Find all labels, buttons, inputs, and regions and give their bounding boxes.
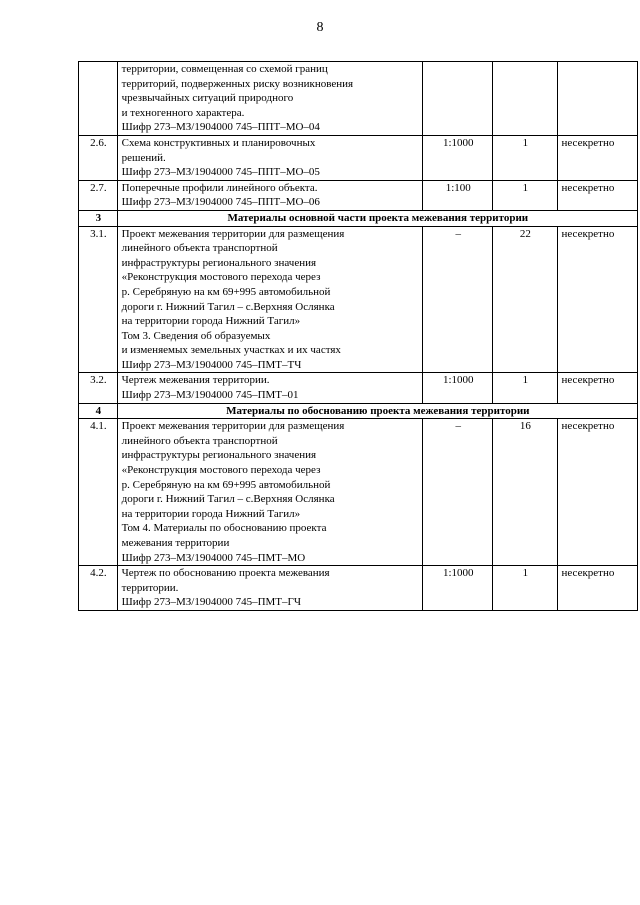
table-row [79, 373, 638, 403]
document-list-table [78, 61, 638, 611]
document-name-line: Шифр 273–МЗ/1904000 745–ППТ–МО–06 [121, 196, 320, 209]
sheet-count-cell: 1 [493, 180, 557, 210]
section-number: 4 [79, 403, 118, 419]
document-name-line: Поперечные профили линейного объекта. [121, 181, 318, 194]
document-name-line: «Реконструкция мостового перехода через [121, 271, 321, 284]
document-name [117, 373, 423, 403]
section-header-row [79, 403, 638, 419]
document-name-line: дороги г. Нижний Тагил – с.Верхняя Ослянка [121, 300, 335, 313]
document-name-line: Чертеж по обоснованию проекта межевания [121, 567, 330, 580]
document-name-line: Шифр 273–МЗ/1904000 745–ППТ–МО–04 [121, 121, 320, 134]
document-name-line: инфраструктуры регионального значения [121, 256, 317, 269]
document-name-line: на территории города Нижний Тагил» [121, 507, 301, 520]
page-number: 8 [316, 20, 324, 35]
document-name-line: территории. [121, 581, 179, 594]
document-name-line: Шифр 273–МЗ/1904000 745–ПМТ–ГЧ [121, 596, 302, 609]
table-row [79, 180, 638, 210]
document-name-line: Шифр 273–МЗ/1904000 745–ППТ–МО–05 [121, 166, 320, 179]
document-name-line: на территории города Нижний Тагил» [121, 315, 301, 328]
item-number: 2.7. [79, 180, 118, 210]
document-name-line: Проект межевания территории для размещения [121, 420, 345, 433]
sheet-count-cell: 1 [493, 373, 557, 403]
sheet-count-cell [493, 62, 557, 136]
document-name-line: Том 3. Сведения об образуемых [121, 329, 271, 342]
secrecy-cell: несекретно [557, 419, 637, 566]
document-name [117, 566, 423, 611]
document-name-line: Шифр 273–МЗ/1904000 745–ПМТ–МО [121, 551, 306, 564]
document-name-line: межевания территории [121, 537, 230, 549]
document-name-line: инфраструктуры регионального значения [121, 449, 317, 462]
section-title: Материалы по обоснованию проекта межевания территории [117, 403, 637, 419]
secrecy-cell [557, 62, 637, 136]
sheet-count-cell: 22 [493, 226, 557, 373]
document-name-line: дороги г. Нижний Тагил – с.Верхняя Ослянка [121, 493, 335, 506]
document-name-line: территорий, подверженных риску возникновения [121, 77, 354, 90]
table-row [79, 62, 638, 136]
document-name-line: чрезвычайных ситуаций природного [121, 92, 294, 105]
document-name-line: р. Серебряную на км 69+995 автомобильной [121, 478, 331, 491]
section-number: 3 [79, 210, 118, 226]
secrecy-cell: несекретно [557, 373, 637, 403]
table-row [79, 419, 638, 566]
secrecy-cell: несекретно [557, 180, 637, 210]
section-header-row [79, 210, 638, 226]
document-name [117, 180, 423, 210]
secrecy-cell: несекретно [557, 226, 637, 373]
table-body [79, 62, 638, 611]
document-name-line: Схема конструктивных и планировочных [121, 136, 316, 149]
document-name-line: р. Серебряную на км 69+995 автомобильной [121, 285, 331, 298]
sheet-count-cell: 1 [493, 566, 557, 611]
document-name-line: и техногенного характера. [121, 106, 245, 119]
scale-cell [423, 62, 493, 136]
document-name-line: Том 4. Материалы по обоснованию проекта [121, 522, 327, 535]
scale-cell: 1:100 [423, 180, 493, 210]
secrecy-cell: несекретно [557, 135, 637, 180]
item-number [79, 62, 118, 136]
document-name-line: территории, совмещенная со схемой границ [121, 63, 328, 75]
sheet-count-cell: 1 [493, 135, 557, 180]
document-name-line: линейного объекта транспортной [121, 242, 278, 255]
document-name-line: и изменяемых земельных участках и их частях [121, 344, 341, 357]
document-name-line: Шифр 273–МЗ/1904000 745–ПМТ–01 [121, 389, 299, 402]
document-name-line: Шифр 273–МЗ/1904000 745–ПМТ–ТЧ [121, 358, 302, 371]
document-name-line: решений. [121, 151, 166, 164]
document-name-line: Проект межевания территории для размещения [121, 227, 345, 240]
item-number: 2.6. [79, 135, 118, 180]
secrecy-cell: несекретно [557, 566, 637, 611]
document-name [117, 62, 423, 136]
document-name-line: линейного объекта транспортной [121, 434, 278, 447]
scale-cell: 1:1000 [423, 373, 493, 403]
table-row [79, 135, 638, 180]
item-number: 4.1. [79, 419, 118, 566]
scale-cell: 1:1000 [423, 566, 493, 611]
item-number: 4.2. [79, 566, 118, 611]
document-name [117, 419, 423, 566]
table-row [79, 566, 638, 611]
scale-cell: – [423, 226, 493, 373]
table-row [79, 226, 638, 373]
item-number: 3.1. [79, 226, 118, 373]
scale-cell: 1:1000 [423, 135, 493, 180]
sheet-count-cell: 16 [493, 419, 557, 566]
document-name-line: Чертеж межевания территории. [121, 374, 270, 387]
item-number: 3.2. [79, 373, 118, 403]
document-name-line: «Реконструкция мостового перехода через [121, 464, 321, 477]
section-title: Материалы основной части проекта межевания территории [117, 210, 637, 226]
scale-cell: – [423, 419, 493, 566]
document-name [117, 226, 423, 373]
document-name [117, 135, 423, 180]
